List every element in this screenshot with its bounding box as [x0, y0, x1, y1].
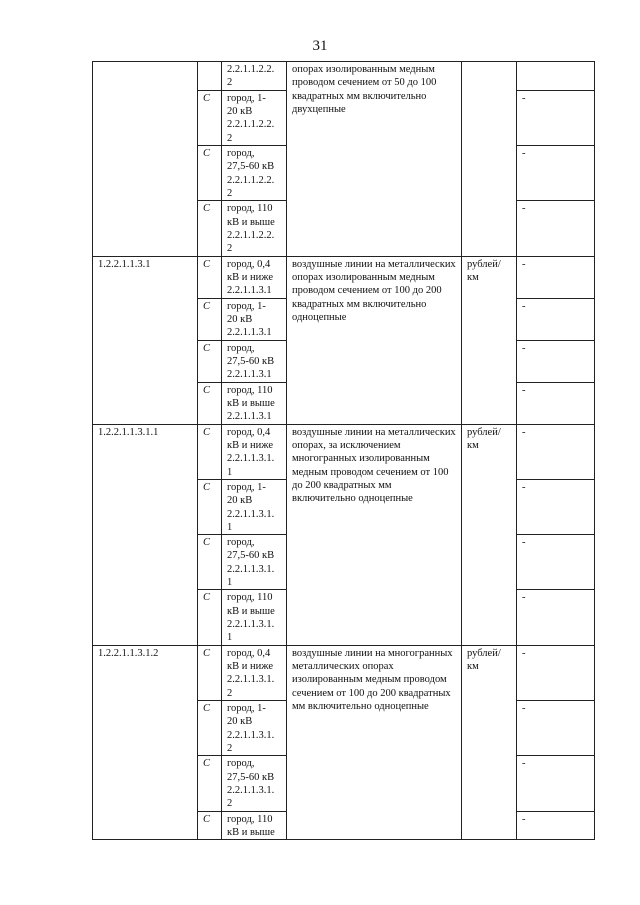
- table-row: [93, 645, 595, 700]
- symbol-cell: С: [198, 298, 222, 340]
- table-row: [93, 62, 595, 91]
- territory-cell: город, 0,4 кВ и ниже 2.2.1.1.3.1: [222, 256, 287, 298]
- value-cell: -: [517, 645, 595, 700]
- value-cell: -: [517, 811, 595, 840]
- territory-cell: город, 110 кВ и выше: [222, 811, 287, 840]
- value-cell: -: [517, 340, 595, 382]
- territory-cell: город, 1- 20 кВ 2.2.1.1.3.1. 1: [222, 479, 287, 534]
- table-row: [93, 256, 595, 298]
- unit-cell: рублей/ км: [462, 256, 517, 424]
- unit-cell: рублей/ км: [462, 645, 517, 840]
- value-cell: -: [517, 298, 595, 340]
- symbol-cell: С: [198, 811, 222, 840]
- value-cell: -: [517, 479, 595, 534]
- symbol-cell: С: [198, 201, 222, 256]
- territory-cell: 2.2.1.1.2.2. 2: [222, 62, 287, 91]
- table-row: [93, 424, 595, 479]
- row-code-cell: [93, 62, 198, 257]
- unit-cell: [462, 62, 517, 257]
- territory-cell: город, 1- 20 кВ 2.2.1.1.3.1. 2: [222, 701, 287, 756]
- row-code-cell: 1.2.2.1.1.3.1.2: [93, 645, 198, 840]
- value-cell: -: [517, 201, 595, 256]
- territory-cell: город, 1- 20 кВ 2.2.1.1.2.2. 2: [222, 90, 287, 145]
- symbol-cell: С: [198, 382, 222, 424]
- row-code-cell: 1.2.2.1.1.3.1: [93, 256, 198, 424]
- value-cell: -: [517, 256, 595, 298]
- tariff-table: [92, 61, 595, 840]
- symbol-cell: [198, 62, 222, 91]
- value-cell: -: [517, 145, 595, 200]
- value-cell: -: [517, 535, 595, 590]
- symbol-cell: С: [198, 340, 222, 382]
- tariff-table-body: [93, 62, 595, 840]
- unit-cell: рублей/ км: [462, 424, 517, 645]
- row-code-cell: 1.2.2.1.1.3.1.1: [93, 424, 198, 645]
- value-cell: -: [517, 382, 595, 424]
- page-number: 31: [312, 38, 328, 54]
- symbol-cell: С: [198, 645, 222, 700]
- symbol-cell: С: [198, 756, 222, 811]
- symbol-cell: С: [198, 701, 222, 756]
- description-cell: воздушные линии на многогранных металлических опорах изолированным медным проводом сечением от 100 до 200 квадратных мм включительно одноцепные: [287, 645, 462, 840]
- symbol-cell: С: [198, 479, 222, 534]
- territory-cell: город, 27,5-60 кВ 2.2.1.1.2.2. 2: [222, 145, 287, 200]
- symbol-cell: С: [198, 590, 222, 645]
- territory-cell: город, 27,5-60 кВ 2.2.1.1.3.1: [222, 340, 287, 382]
- territory-cell: город, 1- 20 кВ 2.2.1.1.3.1: [222, 298, 287, 340]
- description-cell: воздушные линии на металлических опорах изолированным медным проводом сечением от 100 до 200 квадратных мм включительно одноцепные: [287, 256, 462, 424]
- territory-cell: город, 27,5-60 кВ 2.2.1.1.3.1. 1: [222, 535, 287, 590]
- value-cell: -: [517, 701, 595, 756]
- territory-cell: город, 110 кВ и выше 2.2.1.1.3.1: [222, 382, 287, 424]
- symbol-cell: С: [198, 535, 222, 590]
- value-cell: [517, 62, 595, 91]
- value-cell: -: [517, 90, 595, 145]
- description-cell: воздушные линии на металлических опорах, за исключением многогранных изолированным медным проводом сечением от 100 до 200 квадратных мм включительно одноцепные: [287, 424, 462, 645]
- territory-cell: город, 0,4 кВ и ниже 2.2.1.1.3.1. 2: [222, 645, 287, 700]
- value-cell: -: [517, 756, 595, 811]
- territory-cell: город, 110 кВ и выше 2.2.1.1.2.2. 2: [222, 201, 287, 256]
- territory-cell: город, 0,4 кВ и ниже 2.2.1.1.3.1. 1: [222, 424, 287, 479]
- territory-cell: город, 27,5-60 кВ 2.2.1.1.3.1. 2: [222, 756, 287, 811]
- value-cell: -: [517, 424, 595, 479]
- value-cell: -: [517, 590, 595, 645]
- symbol-cell: С: [198, 256, 222, 298]
- symbol-cell: С: [198, 424, 222, 479]
- description-cell: опорах изолированным медным проводом сечением от 50 до 100 квадратных мм включительно двухцепные: [287, 62, 462, 257]
- territory-cell: город, 110 кВ и выше 2.2.1.1.3.1. 1: [222, 590, 287, 645]
- symbol-cell: С: [198, 145, 222, 200]
- symbol-cell: С: [198, 90, 222, 145]
